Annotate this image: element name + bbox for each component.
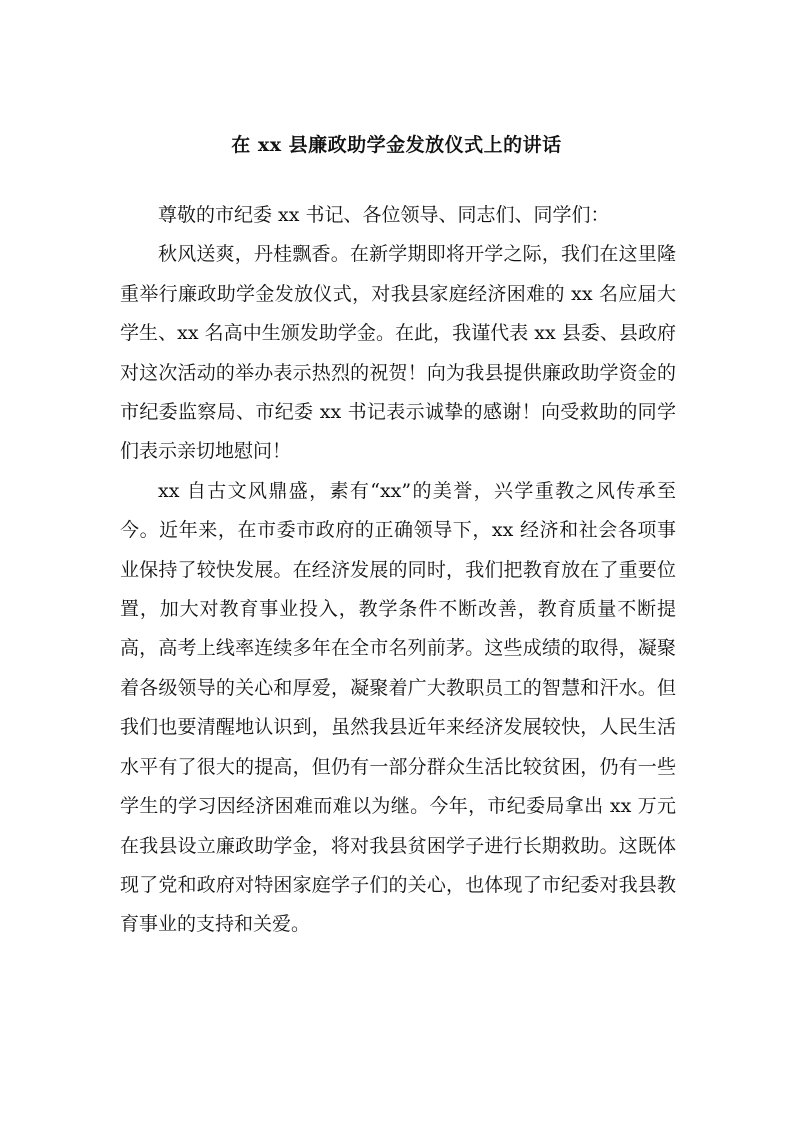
document-body [120,196,676,945]
document-title: 在 xx 县廉政助学金发放仪式上的讲话 [231,134,562,156]
body-paragraph: 秋风送爽，丹桂飘香。在新学期即将开学之际，我们在这里隆重举行廉政助学金发放仪式，对我县家庭经济困难的 xx 名应届大学生、xx 名高中生颁发助学金。在此，我谨代表 xx 县委、县政府对这次活动的举办表示热烈的祝贺！向为我县提供廉政助学资金的市纪委监察局、市纪委 xx 书记表示诚挚的感谢！向受救助的同学们表示亲切地慰问！ [120,243,676,463]
salutation-paragraph: 尊敬的市纪委 xx 书记、各位领导、同志们、同学们： [158,204,610,226]
body-paragraph: xx 自古文风鼎盛，素有“xx”的美誉，兴学重教之风传承至今。近年来，在市委市政府的正确领导下，xx 经济和社会各项事业保持了较快发展。在经济发展的同时，我们把教育放在了重要位置，加大对教育事业投入，教学条件不断改善，教育质量不断提高，高考上线率连续多年在全市名列前茅。这些成绩的取得，凝聚着各级领导的关心和厚爱，凝聚着广大教职员工的智慧和汗水。但我们也要清醒地认识到，虽然我县近年来经济发展较快，人民生活水平有了很大的提高，但仍有一部分群众生活比较贫困，仍有一些学生的学习因经济困难而难以为继。今年，市纪委局拿出 xx 万元在我县设立廉政助学金，将对我县贫困学子进行长期救助。这既体现了党和政府对特困家庭学子们的关心，也体现了市纪委对我县教育事业的支持和关爱。 [120,479,676,936]
